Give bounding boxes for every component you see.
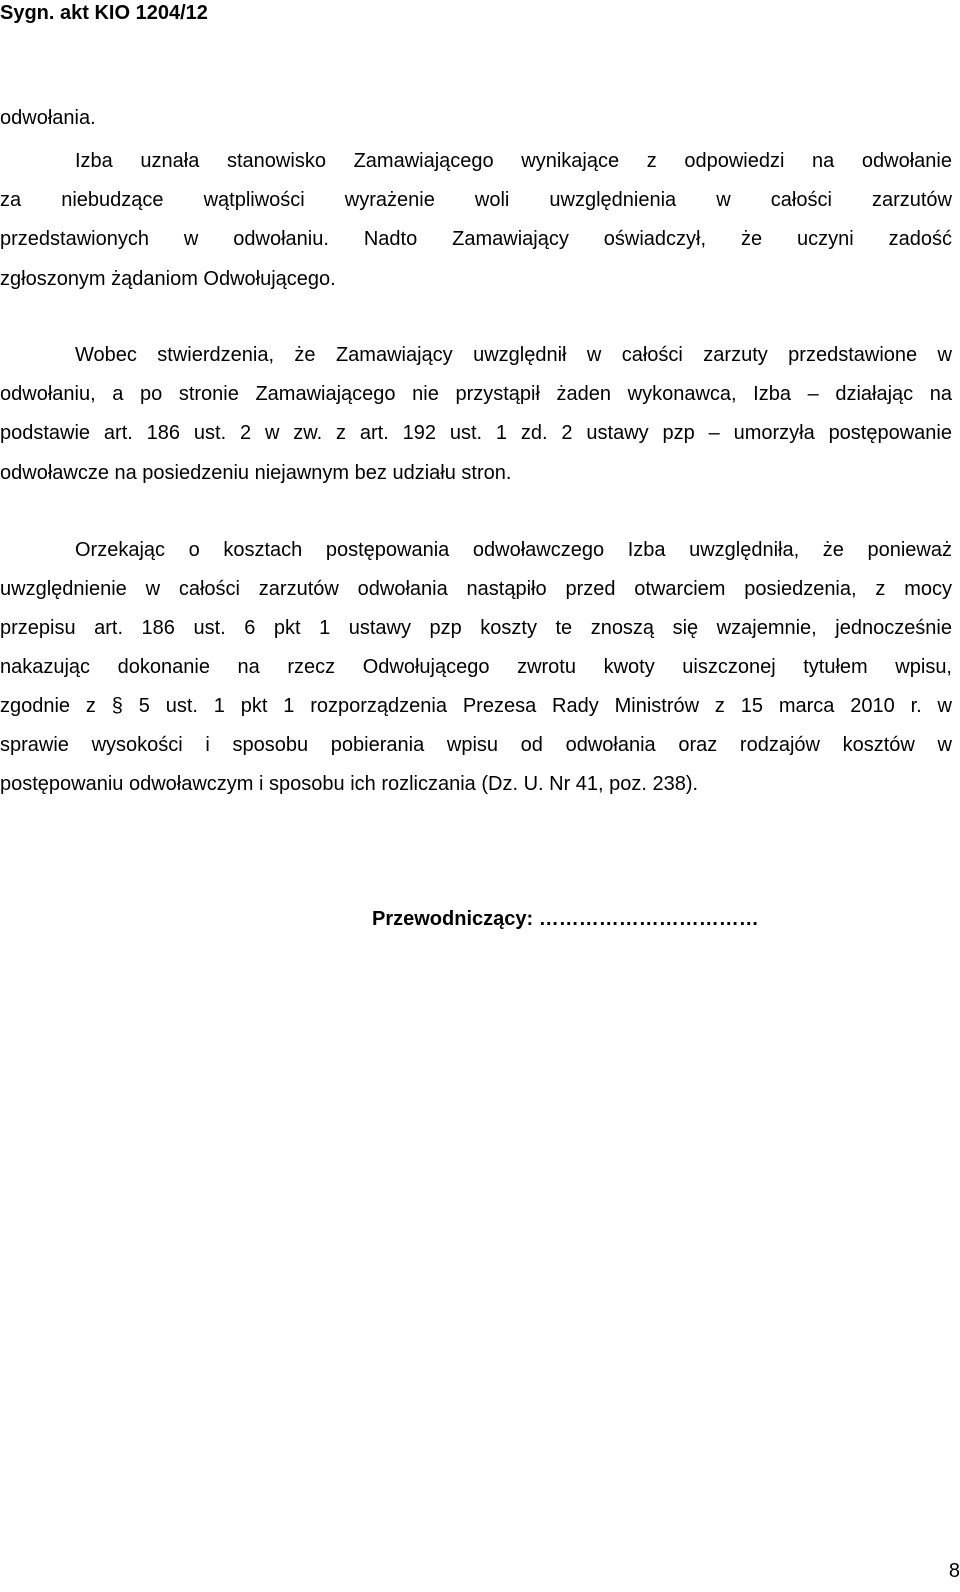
paragraph-line: odwołania. xyxy=(0,107,96,129)
paragraph-line: zgłoszonym żądaniom Odwołującego. xyxy=(0,268,336,290)
paragraph-line: za niebudzące wątpliwości wyrażenie woli uwzględnienia w całości zarzutów xyxy=(0,189,952,211)
paragraph-line: postępowaniu odwoławczym i sposobu ich rozliczania (Dz. U. Nr 41, poz. 238). xyxy=(0,773,699,795)
paragraph-line: sprawie wysokości i sposobu pobierania wpisu od odwołania oraz rodzajów kosztów w xyxy=(0,734,952,756)
paragraph-line: odwołaniu, a po stronie Zamawiającego nie przystąpił żaden wykonawca, Izba – działając na xyxy=(0,383,952,405)
paragraph-line: Orzekając o kosztach postępowania odwoławczego Izba uwzględniła, że ponieważ xyxy=(75,539,952,561)
paragraph-line: uwzględnienie w całości zarzutów odwołania nastąpiło przed otwarciem posiedzenia, z mocy xyxy=(0,578,952,600)
paragraph-line: Izba uznała stanowisko Zamawiającego wynikające z odpowiedzi na odwołanie xyxy=(75,150,952,172)
case-number-header: Sygn. akt KIO 1204/12 xyxy=(0,2,208,24)
paragraph-line: zgodnie z § 5 ust. 1 pkt 1 rozporządzenia Prezesa Rady Ministrów z 15 marca 2010 r. w xyxy=(0,695,952,717)
paragraph-line: przepisu art. 186 ust. 6 pkt 1 ustawy pzp koszty te znoszą się wzajemnie, jednocześnie xyxy=(0,617,952,639)
paragraph-line: Wobec stwierdzenia, że Zamawiający uwzględnił w całości zarzuty przedstawione w xyxy=(75,344,952,366)
paragraph-line: podstawie art. 186 ust. 2 w zw. z art. 192 ust. 1 zd. 2 ustawy pzp – umorzyła postępowanie xyxy=(0,422,952,444)
chairperson-signature-line: Przewodniczący: …………………………… xyxy=(372,908,759,930)
paragraph-line: przedstawionych w odwołaniu. Nadto Zamawiający oświadczył, że uczyni zadość xyxy=(0,228,952,250)
page-number: 8 xyxy=(948,1560,960,1582)
paragraph-line: odwoławcze na posiedzeniu niejawnym bez udziału stron. xyxy=(0,462,512,484)
paragraph-line: nakazując dokonanie na rzecz Odwołującego zwrotu kwoty uiszczonej tytułem wpisu, xyxy=(0,656,952,678)
